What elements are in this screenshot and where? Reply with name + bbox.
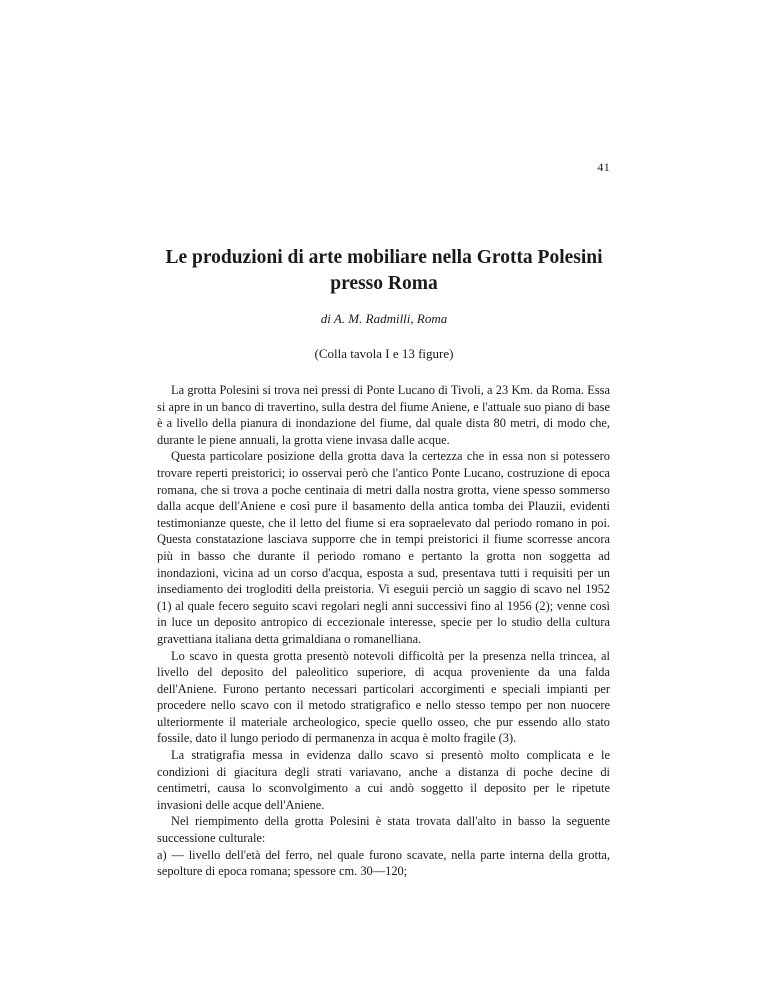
body-paragraph: Lo scavo in questa grotta presentò notevoli difficoltà per la presenza nella trincea, al livello del deposito del paleolitico superiore, di acqua proveniente da una falda dell'Aniene. Furono pertanto necessari particolari accorgimenti e speciali impianti per procedere nello scavo con il metodo stratigrafico e nello stesso tempo per non nuocere ulteriormente il materiale archeologico, specie quello osseo, che pur essendo allo stato fossile, dato il lungo periodo di permanenza in acqua è molto fragile (3).	[157, 648, 610, 746]
body-paragraph: Nel riempimento della grotta Polesini è stata trovata dall'alto in basso la seguente successione culturale:	[157, 814, 610, 846]
page-number: 41	[597, 160, 610, 174]
body-paragraph: a) — livello dell'età del ferro, nel quale furono scavate, nella parte interna della grotta, sepolture di epoca romana; spessore cm. 30—120;	[157, 847, 610, 879]
body-paragraph: Questa particolare posizione della grotta dava la certezza che in essa non si potessero trovare reperti preistorici; io osservai però che l'antico Ponte Lucano, costruzione di epoca romana, che si trova a poche centinaia di metri dalla nostra grotta, viene spesso sommerso dalla acque dell'Aniene e così pure il basamento della antica tomba dei Plauzii, evidenti testimonianze queste, che il letto del fiume si era sopraelevato dal periodo romano in poi. Questa constatazione lasciava supporre che in tempi preistorici il fiume scorresse ancora più in basso che durante il periodo romano e pertanto la grotta non soggetta ad inondazioni, vicina ad un corso d'acqua, esposta a sud, presentava tutti i requisiti per un insediamento dei trogloditi della preistoria. Vi eseguii perciò un saggio di scavo nel 1952 (1) al quale fecero seguito scavi regolari negli anni successivi fino al 1956 (2); venne così in luce un deposito antropico di eccezionale interesse, specie per lo studio della cultura gravettiana italiana detta grimaldiana o romanelliana.	[157, 449, 610, 646]
article-subtitle: (Colla tavola I e 13 figure)	[314, 346, 454, 361]
body-paragraph: La stratigrafia messa in evidenza dallo scavo si presentò molto complicata e le condizioni di giacitura degli strati variavano, anche a distanza di poche decine di centimetri, causa lo sconvolgimento a cui andò soggetto il deposito per le ripetute invasioni delle acque dell'Aniene.	[157, 748, 610, 812]
body-paragraph: La grotta Polesini si trova nei pressi di Ponte Lucano di Tivoli, a 23 Km. da Roma. Essa si apre in un banco di travertino, sulla destra del fiume Aniene, e l'attuale suo piano di base è a livello della pianura di inondazione del fiume, dal quale dista 80 metri, di modo che, durante le piene annuali, la grotta viene invasa dalle acque.	[157, 383, 610, 447]
article-author: di A. M. Radmilli, Roma	[320, 311, 448, 326]
article-title	[150, 245, 618, 297]
article-body	[157, 382, 610, 880]
article-title-line: Le produzioni di arte mobiliare nella Grotta Polesini	[165, 247, 603, 268]
article-title-line: presso Roma	[330, 273, 438, 294]
